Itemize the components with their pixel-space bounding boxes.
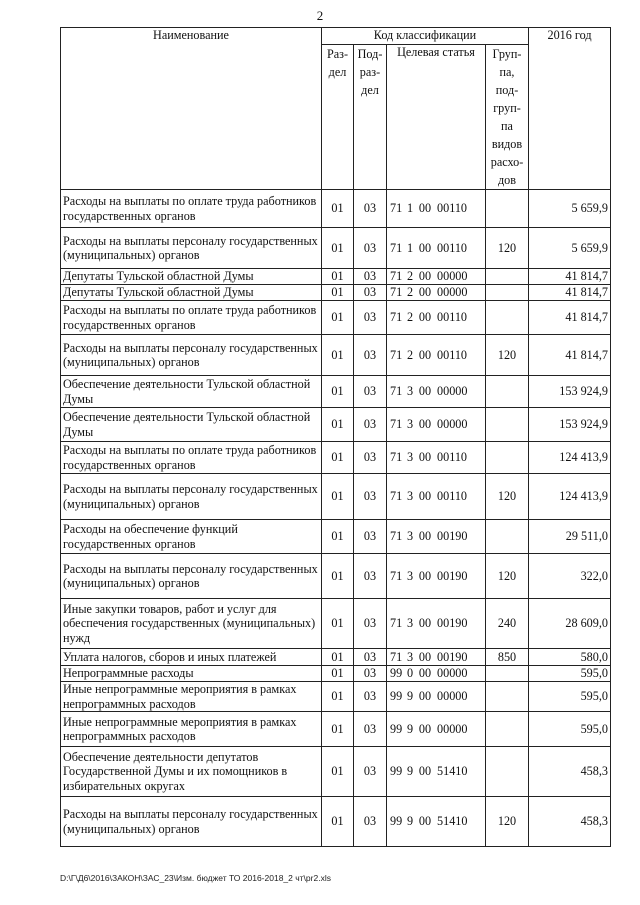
row-section: 01 — [322, 301, 354, 335]
row-subsection: 03 — [354, 474, 387, 520]
table-row — [61, 747, 611, 797]
row-subsection: 03 — [354, 408, 387, 442]
row-group: 120 — [486, 228, 529, 269]
target-code-part: 3 — [406, 649, 414, 664]
target-code-part: 99 — [390, 764, 403, 779]
table-row — [61, 520, 611, 554]
row-name: Расходы на выплаты персоналу государственных (муниципальных) органов — [61, 474, 322, 520]
row-subsection: 03 — [354, 228, 387, 269]
budget-table — [60, 27, 611, 847]
target-code-part: 00110 — [437, 489, 468, 504]
row-target — [387, 285, 486, 301]
row-amount: 153 924,9 — [529, 408, 611, 442]
header-name: Наименование — [61, 28, 322, 190]
target-code-part: 9 — [406, 721, 414, 736]
target-code-part: 51410 — [437, 814, 468, 829]
target-code-part: 1 — [406, 240, 414, 255]
header-group-line: па, — [499, 65, 515, 79]
row-amount: 124 413,9 — [529, 474, 611, 520]
target-code-part: 00 — [418, 269, 432, 284]
row-group — [486, 301, 529, 335]
table-row — [61, 682, 611, 712]
row-name: Обеспечение деятельности депутатов Государственной Думы и их помощников в избирательных округах — [61, 747, 322, 797]
row-group — [486, 190, 529, 228]
table-row — [61, 335, 611, 376]
row-section: 01 — [322, 712, 354, 747]
row-subsection: 03 — [354, 335, 387, 376]
target-code-part: 00 — [418, 285, 432, 300]
target-code-part: 2 — [406, 269, 414, 284]
header-group — [486, 45, 529, 190]
target-code-part: 00000 — [437, 417, 468, 432]
row-target — [387, 682, 486, 712]
target-code-part: 00000 — [437, 384, 468, 399]
row-subsection: 03 — [354, 376, 387, 408]
row-target — [387, 228, 486, 269]
target-code-part: 00 — [418, 417, 432, 432]
target-code-part: 00 — [418, 568, 432, 583]
row-target — [387, 712, 486, 747]
row-subsection: 03 — [354, 301, 387, 335]
target-code-part: 71 — [390, 201, 403, 216]
target-code-part: 71 — [390, 529, 403, 544]
row-target — [387, 747, 486, 797]
row-target — [387, 599, 486, 649]
target-code-part: 00000 — [437, 269, 468, 284]
header-group-line: па — [501, 119, 513, 133]
row-subsection: 03 — [354, 682, 387, 712]
table-row — [61, 649, 611, 666]
target-code-part: 2 — [406, 310, 414, 325]
header-group-line: Груп- — [492, 47, 522, 61]
row-amount: 124 413,9 — [529, 442, 611, 474]
target-code-part: 71 — [390, 347, 403, 362]
row-name: Расходы на выплаты персоналу государственных (муниципальных) органов — [61, 228, 322, 269]
row-group — [486, 520, 529, 554]
row-target — [387, 376, 486, 408]
table-row — [61, 474, 611, 520]
target-code-part: 51410 — [437, 764, 468, 779]
row-group: 120 — [486, 335, 529, 376]
target-code-part: 00190 — [437, 649, 468, 664]
header-section-line: Раз- — [326, 47, 349, 61]
row-amount: 41 814,7 — [529, 269, 611, 285]
target-code-part: 00 — [418, 240, 432, 255]
row-amount: 41 814,7 — [529, 285, 611, 301]
row-group: 120 — [486, 797, 529, 847]
table-row — [61, 712, 611, 747]
row-group — [486, 666, 529, 682]
row-name: Расходы на выплаты персоналу государственных (муниципальных) органов — [61, 554, 322, 599]
row-amount: 595,0 — [529, 712, 611, 747]
row-section: 01 — [322, 228, 354, 269]
header-subsection-line: дел — [361, 83, 379, 97]
row-subsection: 03 — [354, 712, 387, 747]
row-target — [387, 335, 486, 376]
target-code-part: 00 — [418, 721, 432, 736]
target-code-part: 0 — [406, 666, 414, 681]
row-group — [486, 747, 529, 797]
header-group-line: под- — [495, 83, 519, 97]
row-name: Расходы на обеспечение функций государственных органов — [61, 520, 322, 554]
target-code-part: 00110 — [437, 310, 468, 325]
row-target — [387, 520, 486, 554]
target-code-part: 3 — [406, 417, 414, 432]
target-code-part: 00 — [418, 310, 432, 325]
target-code-part: 00 — [418, 529, 432, 544]
row-subsection: 03 — [354, 554, 387, 599]
table-row — [61, 666, 611, 682]
row-amount: 595,0 — [529, 666, 611, 682]
target-code-part: 00190 — [437, 616, 468, 631]
row-amount: 153 924,9 — [529, 376, 611, 408]
row-group — [486, 442, 529, 474]
row-group — [486, 712, 529, 747]
target-code-part: 00110 — [437, 240, 468, 255]
row-section: 01 — [322, 335, 354, 376]
row-name: Расходы на выплаты персоналу государственных (муниципальных) органов — [61, 335, 322, 376]
row-amount: 41 814,7 — [529, 301, 611, 335]
table-row — [61, 599, 611, 649]
table-row — [61, 301, 611, 335]
target-code-part: 3 — [406, 616, 414, 631]
row-name: Непрограммные расходы — [61, 666, 322, 682]
row-section: 01 — [322, 190, 354, 228]
row-target — [387, 666, 486, 682]
target-code-part: 00 — [418, 384, 432, 399]
row-amount: 580,0 — [529, 649, 611, 666]
header-subsection-line: раз- — [359, 65, 381, 79]
row-target — [387, 442, 486, 474]
target-code-part: 3 — [406, 489, 414, 504]
row-section: 01 — [322, 682, 354, 712]
row-section: 01 — [322, 797, 354, 847]
target-code-part: 00 — [418, 689, 432, 704]
row-section: 01 — [322, 649, 354, 666]
row-name: Обеспечение деятельности Тульской областной Думы — [61, 408, 322, 442]
target-code-part: 00190 — [437, 568, 468, 583]
row-subsection: 03 — [354, 520, 387, 554]
target-code-part: 00000 — [437, 689, 468, 704]
row-name: Депутаты Тульской областной Думы — [61, 285, 322, 301]
row-group: 850 — [486, 649, 529, 666]
row-name: Расходы на выплаты по оплате труда работников государственных органов — [61, 190, 322, 228]
row-group — [486, 682, 529, 712]
row-target — [387, 474, 486, 520]
target-code-part: 00000 — [437, 285, 468, 300]
target-code-part: 3 — [406, 384, 414, 399]
row-section: 01 — [322, 666, 354, 682]
row-group: 120 — [486, 554, 529, 599]
target-code-part: 9 — [406, 814, 414, 829]
target-code-part: 71 — [390, 285, 403, 300]
row-name: Иные закупки товаров, работ и услуг для обеспечения государственных (муниципальных) нужд — [61, 599, 322, 649]
row-target — [387, 649, 486, 666]
row-subsection: 03 — [354, 599, 387, 649]
target-code-part: 3 — [406, 568, 414, 583]
row-name: Обеспечение деятельности Тульской областной Думы — [61, 376, 322, 408]
target-code-part: 00190 — [437, 529, 468, 544]
row-group — [486, 408, 529, 442]
table-row — [61, 554, 611, 599]
target-code-part: 00000 — [437, 721, 468, 736]
target-code-part: 71 — [390, 240, 403, 255]
header-group-line: груп- — [493, 101, 521, 115]
row-name: Расходы на выплаты персоналу государственных (муниципальных) органов — [61, 797, 322, 847]
target-code-part: 3 — [406, 450, 414, 465]
table-row — [61, 408, 611, 442]
target-code-part: 99 — [390, 689, 403, 704]
row-section: 01 — [322, 269, 354, 285]
target-code-part: 99 — [390, 666, 403, 681]
row-group — [486, 269, 529, 285]
target-code-part: 2 — [406, 285, 414, 300]
row-subsection: 03 — [354, 649, 387, 666]
target-code-part: 00 — [418, 489, 432, 504]
row-subsection: 03 — [354, 747, 387, 797]
row-name: Иные непрограммные мероприятия в рамках непрограммных расходов — [61, 682, 322, 712]
target-code-part: 00 — [418, 347, 432, 362]
header-subsection — [354, 45, 387, 190]
row-target — [387, 408, 486, 442]
table-row — [61, 190, 611, 228]
target-code-part: 00110 — [437, 450, 468, 465]
row-name: Депутаты Тульской областной Думы — [61, 269, 322, 285]
row-section: 01 — [322, 285, 354, 301]
target-code-part: 71 — [390, 450, 403, 465]
target-code-part: 00 — [418, 450, 432, 465]
row-group: 240 — [486, 599, 529, 649]
row-group — [486, 285, 529, 301]
row-amount: 41 814,7 — [529, 335, 611, 376]
row-amount: 595,0 — [529, 682, 611, 712]
row-subsection: 03 — [354, 797, 387, 847]
target-code-part: 00 — [418, 649, 432, 664]
target-code-part: 00 — [418, 814, 432, 829]
row-section: 01 — [322, 747, 354, 797]
target-code-part: 2 — [406, 347, 414, 362]
target-code-part: 1 — [406, 201, 414, 216]
row-target — [387, 797, 486, 847]
table-row — [61, 442, 611, 474]
table-row — [61, 376, 611, 408]
row-section: 01 — [322, 554, 354, 599]
row-name: Расходы на выплаты по оплате труда работников государственных органов — [61, 442, 322, 474]
row-name: Иные непрограммные мероприятия в рамках непрограммных расходов — [61, 712, 322, 747]
row-group: 120 — [486, 474, 529, 520]
target-code-part: 71 — [390, 310, 403, 325]
target-code-part: 00110 — [437, 347, 468, 362]
target-code-part: 99 — [390, 721, 403, 736]
row-section: 01 — [322, 442, 354, 474]
target-code-part: 00 — [418, 666, 432, 681]
table-row — [61, 228, 611, 269]
row-subsection: 03 — [354, 442, 387, 474]
row-amount: 5 659,9 — [529, 190, 611, 228]
header-group-line: видов — [491, 137, 523, 151]
target-code-part: 9 — [406, 689, 414, 704]
file-path-footer: D:\Г\Д6\2016\ЗАКОН\ЗАС_23\Изм. бюджет ТО 2016-2018_2 чт\pr2.xls — [60, 873, 331, 883]
header-code: Код классификации — [322, 28, 529, 45]
target-code-part: 71 — [390, 616, 403, 631]
header-section — [322, 45, 354, 190]
row-subsection: 03 — [354, 269, 387, 285]
target-code-part: 71 — [390, 568, 403, 583]
header-subsection-line: Под- — [357, 47, 383, 61]
row-name: Уплата налогов, сборов и иных платежей — [61, 649, 322, 666]
row-amount: 28 609,0 — [529, 599, 611, 649]
row-section: 01 — [322, 520, 354, 554]
target-code-part: 00 — [418, 616, 432, 631]
target-code-part: 71 — [390, 489, 403, 504]
target-code-part: 3 — [406, 529, 414, 544]
target-code-part: 00000 — [437, 666, 468, 681]
target-code-part: 9 — [406, 764, 414, 779]
row-target — [387, 554, 486, 599]
row-amount: 322,0 — [529, 554, 611, 599]
row-section: 01 — [322, 599, 354, 649]
table-row — [61, 797, 611, 847]
target-code-part: 71 — [390, 384, 403, 399]
row-subsection: 03 — [354, 666, 387, 682]
page-number: 2 — [316, 8, 324, 23]
row-target — [387, 301, 486, 335]
target-code-part: 00 — [418, 201, 432, 216]
row-section: 01 — [322, 474, 354, 520]
row-amount: 458,3 — [529, 747, 611, 797]
target-code-part: 99 — [390, 814, 403, 829]
target-code-part: 71 — [390, 649, 403, 664]
row-target — [387, 269, 486, 285]
header-section-line: дел — [328, 65, 347, 79]
row-subsection: 03 — [354, 190, 387, 228]
target-code-part: 71 — [390, 269, 403, 284]
header-target: Целевая статья — [387, 45, 486, 190]
table-row — [61, 269, 611, 285]
target-code-part: 00 — [418, 764, 432, 779]
row-amount: 29 511,0 — [529, 520, 611, 554]
header-group-line: дов — [497, 173, 517, 187]
row-target — [387, 190, 486, 228]
row-subsection: 03 — [354, 285, 387, 301]
table-row — [61, 285, 611, 301]
row-amount: 458,3 — [529, 797, 611, 847]
row-section: 01 — [322, 408, 354, 442]
row-section: 01 — [322, 376, 354, 408]
row-group — [486, 376, 529, 408]
target-code-part: 00110 — [437, 201, 468, 216]
target-code-part: 71 — [390, 417, 403, 432]
row-name: Расходы на выплаты по оплате труда работников государственных органов — [61, 301, 322, 335]
header-group-line: расхо- — [490, 155, 524, 169]
header-year: 2016 год — [529, 28, 611, 190]
row-amount: 5 659,9 — [529, 228, 611, 269]
